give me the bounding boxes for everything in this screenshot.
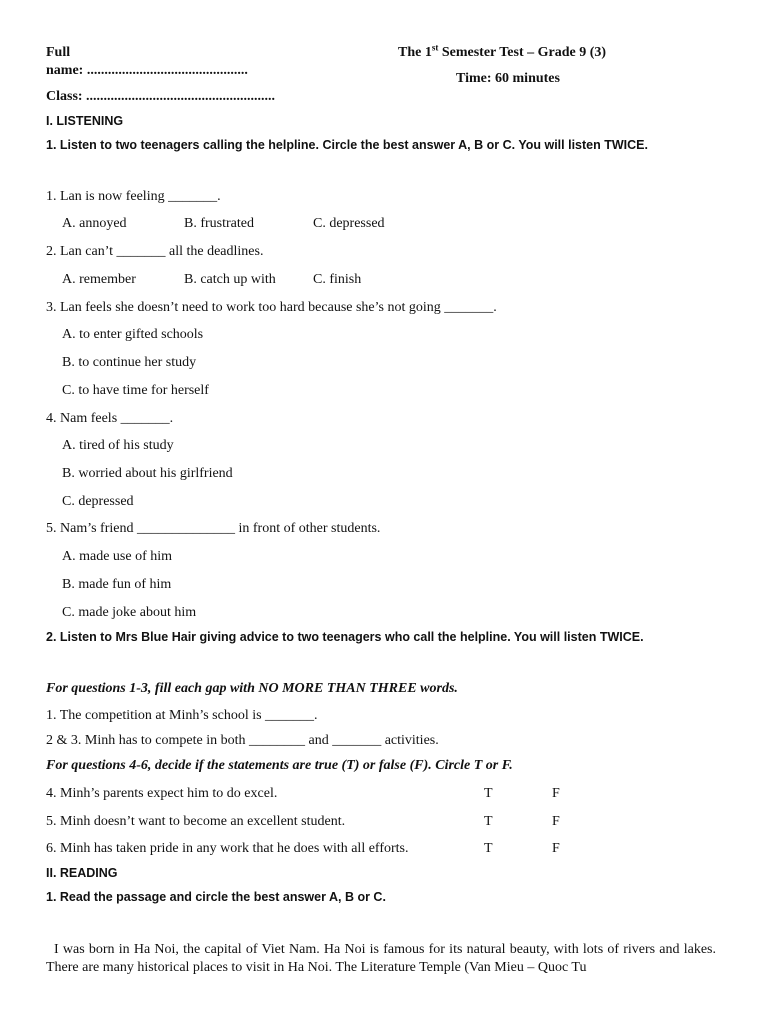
q5-option-a[interactable]: A. made use of him (62, 549, 173, 564)
q3-option-c[interactable]: C. to have time for herself (62, 383, 209, 398)
reading-passage: I was born in Ha Noi, the capital of Viet Nam. Ha Noi is famous for its natural beauty, with lots of rivers and lakes. There are many historical places to visit in Ha Noi. The Literature Temple (Van Mieu – Quoc Tu (46, 942, 716, 975)
full-name-field[interactable]: name: .............................................. (46, 63, 248, 78)
tf-5-false-option[interactable]: F (552, 814, 560, 829)
q1-option-a[interactable]: A. annoyed (62, 216, 127, 231)
q2-option-b[interactable]: B. catch up with (184, 272, 276, 287)
tf-5-true-option[interactable]: T (484, 814, 493, 829)
question-1: 1. Lan is now feeling _______. (46, 189, 221, 204)
q4-option-c[interactable]: C. depressed (62, 494, 134, 509)
gap-question-1: 1. The competition at Minh’s school is _______. (46, 708, 318, 723)
q1-option-b[interactable]: B. frustrated (184, 216, 254, 231)
tf-statement-6: 6. Minh has taken pride in any work that he does with all efforts. (46, 841, 409, 856)
q4-option-b[interactable]: B. worried about his girlfriend (62, 466, 233, 481)
gap-question-2-3: 2 & 3. Minh has to compete in both ________ and _______ activities. (46, 733, 439, 748)
tf-6-false-option[interactable]: F (552, 841, 560, 856)
tf-statement-5: 5. Minh doesn’t want to become an excellent student. (46, 814, 346, 829)
listening-part2-instruction: 2. Listen to Mrs Blue Hair giving advice to two teenagers who call the helpline. You will listen TWICE. (46, 630, 644, 644)
listening-part1-instruction: 1. Listen to two teenagers calling the helpline. Circle the best answer A, B or C. You will listen TWICE. (46, 138, 648, 152)
q5-option-c[interactable]: C. made joke about him (62, 605, 197, 620)
tf-4-false-option[interactable]: F (552, 786, 560, 801)
question-3: 3. Lan feels she doesn’t need to work too hard because she’s not going _______. (46, 300, 497, 315)
q4-option-a[interactable]: A. tired of his study (62, 438, 174, 453)
q3-option-a[interactable]: A. to enter gifted schools (62, 327, 204, 342)
reading-heading: II. READING (46, 866, 118, 880)
tf-statement-4: 4. Minh’s parents expect him to do excel. (46, 786, 278, 801)
reading-part1-instruction: 1. Read the passage and circle the best answer A, B or C. (46, 890, 386, 904)
listening-heading: I. LISTENING (46, 114, 124, 128)
test-time: Time: 60 minutes (456, 71, 560, 86)
test-title: The 1st Semester Test – Grade 9 (3) (398, 42, 607, 60)
gap-fill-instruction: For questions 1-3, fill each gap with NO MORE THAN THREE words. (46, 681, 458, 696)
q2-option-c[interactable]: C. finish (313, 272, 362, 287)
q1-option-c[interactable]: C. depressed (313, 216, 385, 231)
full-name-label: Full (46, 45, 71, 60)
q5-option-b[interactable]: B. made fun of him (62, 577, 172, 592)
question-4: 4. Nam feels _______. (46, 411, 174, 426)
true-false-instruction: For questions 4-6, decide if the statements are true (T) or false (F). Circle T or F. (46, 758, 513, 773)
class-field[interactable]: Class: ...................................................... (46, 89, 276, 104)
question-2: 2. Lan can’t _______ all the deadlines. (46, 244, 264, 259)
tf-6-true-option[interactable]: T (484, 841, 493, 856)
question-5: 5. Nam’s friend ______________ in front of other students. (46, 521, 381, 536)
q2-option-a[interactable]: A. remember (62, 272, 136, 287)
tf-4-true-option[interactable]: T (484, 786, 493, 801)
q3-option-b[interactable]: B. to continue her study (62, 355, 197, 370)
